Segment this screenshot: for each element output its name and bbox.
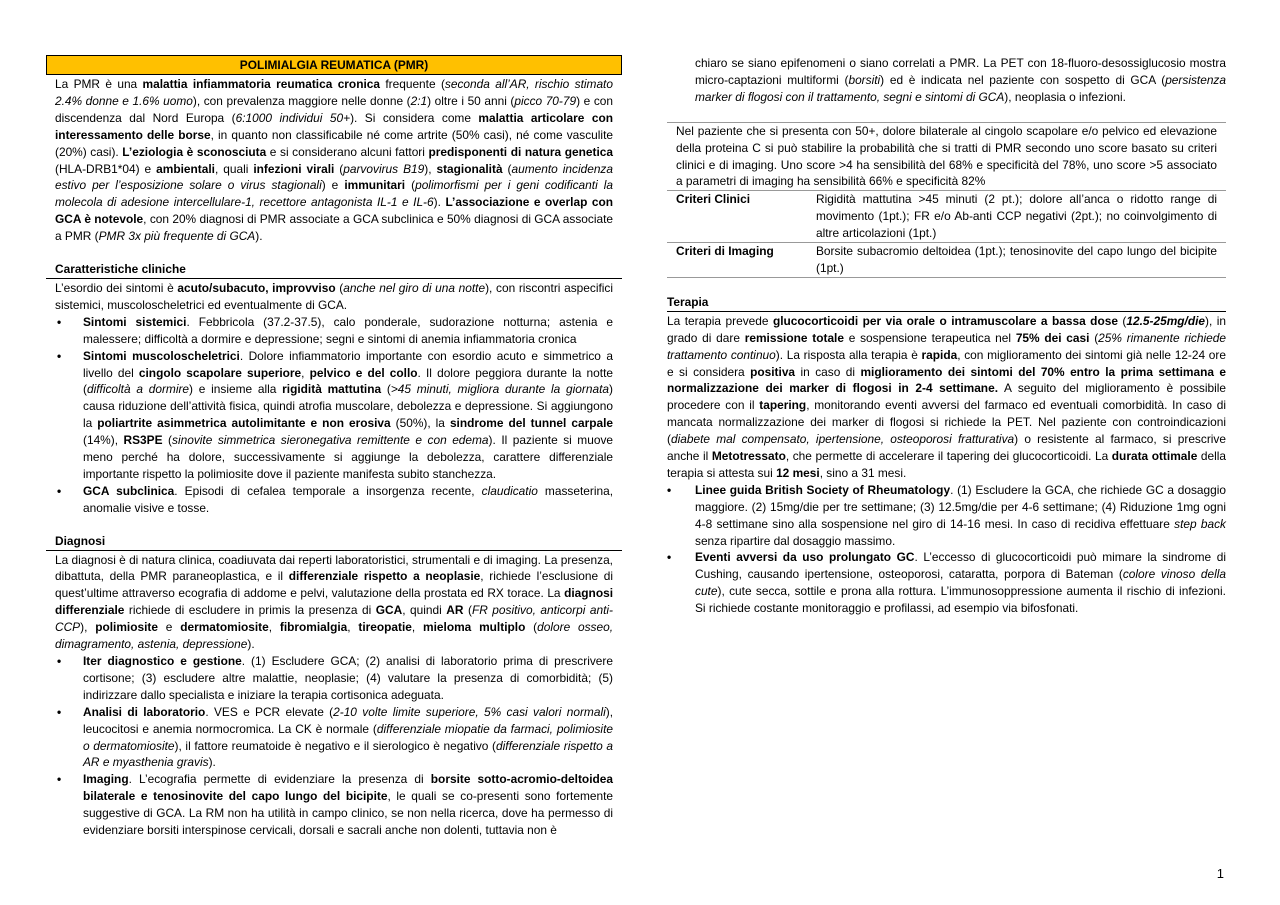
list-item: • Linee guida British Society of Rheumatology. (1) Escludere la GCA, che richiede GC a dosaggio maggiore. (2) 15mg/die per tre settimane; (3) 12.5mg/die per 4-6 settimane; (4) Riduzione 1mg ogni 4-8 settimane sino alla sospensione nel giro di 14-16 mesi. In caso di recidiva effettuare step back senza ripartire dal dosaggio massimo. [667, 482, 1226, 550]
criteria-value: Borsite subacromio deltoidea (1pt.); tenosinovite del capo lungo del bicipite (1pt.) [816, 243, 1226, 278]
criteria-label: Criteri di Imaging [667, 243, 816, 278]
criteria-box [667, 122, 1226, 191]
clinical-list [46, 314, 622, 517]
criteria-value: Rigidità mattutina >45 minuti (2 pt.); dolore all’anca o ridotto range di movimento (1pt.); FR e/o Ab-anti CCP negativi (2pt.); no coinvolgimento di altre articolazioni (1pt.) [816, 191, 1226, 243]
diagnosis-intro: La diagnosi è di natura clinica, coadiuvata dai reperti laboratoristici, strumentali e di imaging. La presenza, dibattuta, della PMR paraneoplastica, e il differenziale rispetto a neoplasie, richiede l’esclusione di quest’ultime attraverso ecografia di addome e pelvi, valutazione della prostata ed RX torace. La diagnosi differenziale richiede di escludere in primis la presenza di GCA, quindi AR (FR positivo, anticorpi anti-CCP), polimiosite e dermatomiosite, fibromialgia, tireopatie, mieloma multiplo (dolore osseo, dimagramento, astenia, depressione). [55, 552, 614, 652]
page-number: 1 [1216, 866, 1224, 881]
therapy-intro: La terapia prevede glucocorticoidi per via orale o intramuscolare a bassa dose (12.5-25mg/die), in grado di dare remissione totale e sospensione terapeutica nel 75% dei casi (25% rimanente richiede trattamento continuo). La risposta alla terapia è rapida, con miglioramento dei sintomi già nelle 12-24 ore e si considera positiva in caso di miglioramento dei sintomi del 70% entro la prima settimana e normalizzazione dei marker di flogosi in 2-4 settimane. A seguito del miglioramento è possibile procedere con il tapering, monitorando eventi avversi del farmaco ed eventuali comorbidità. In caso di mancata normalizzazione dei marker di flogosi si richiede la PET. Nel paziente con controindicazioni (diabete mal compensato, ipertensione, osteoporosi fratturativa) o resistente al farmaco, si prescrive anche il Metotressato, che permette di accelerare il tapering dei glucocorticoidi. La durata ottimale della terapia si attesta sui 12 mesi, sino a 31 mesi. [667, 313, 1227, 480]
criteria-label: Criteri Clinici [667, 191, 816, 243]
therapy-list [667, 482, 1226, 617]
criteria-intro: Nel paziente che si presenta con 50+, dolore bilaterale al cingolo scapolare e/o pelvico ed elevazione della proteina C si può stabilire la probabilità che si tratti di PMR secondo uno score basato su criteri clinici e di imaging. Uno score >4 ha sensibilità del 68% e specificità del 78%, uno score >5 associato a parametri di imaging ha sensibilità 66% e specificità 82% [676, 123, 1217, 189]
list-item: • Sintomi sistemici. Febbricola (37.2-37.5), calo ponderale, sudorazione notturna; astenia e malessere; difficoltà a dormire e depressione; segni e sintomi di anemia infiammatoria cronica [46, 314, 622, 348]
list-item: • Sintomi muscoloscheletrici. Dolore infiammatorio importante con esordio acuto e simmetrico a livello del cingolo scapolare superiore, pelvico e del collo. Il dolore peggiora durante la notte (difficoltà a dormire) e insieme alla rigidità mattutina (>45 minuti, migliora durante la giornata) causa riduzione dell’attività fisica, quindi atrofia muscolare, debolezza e depressione. Si aggiungono la poliartrite asimmetrica autolimitante e non erosiva (50%), la sindrome del tunnel carpale (14%), RS3PE (sinovite simmetrica sieronegativa remittente e con edema). Il paziente si muove meno perché ha dolore, successivamente si aggiunge la debolezza, carattere differenziale importante rispetto la polimiosite dove il paziente manifesta subito stanchezza. [46, 348, 622, 483]
section-heading-diagnosis: Diagnosi [46, 533, 622, 551]
document-title: POLIMIALGIA REUMATICA (PMR) [46, 55, 622, 75]
imaging-continuation: chiaro se siano epifenomeni o siano correlati a PMR. La PET con 18-fluoro-desossiglucosio mostra micro-captazioni multiformi (borsiti) ed è indicata nel paziente con sospetto di GCA (persistenza marker di flogosi con il trattamento, segni e sintomi di GCA), neoplasia o infezioni. [695, 56, 1226, 104]
section-heading-clinical: Caratteristiche cliniche [46, 261, 622, 279]
clinical-intro: L’esordio dei sintomi è acuto/subacuto, improvviso (anche nel giro di una notte), con riscontri aspecifici sistemici, muscoloscheletrici ed eventualmente di GCA. [55, 280, 613, 312]
section-heading-therapy: Terapia [667, 294, 1226, 312]
table-row [667, 191, 1226, 243]
list-item: • Imaging. L’ecografia permette di evidenziare la presenza di borsite sotto-acromio-deltoidea bilaterale e tenosinovite del capo lungo del bicipite, le quali se co-presenti sono fortemente suggestive di GCA. La RM non ha utilità in campo clinico, se non nella ricerca, dove ha permesso di evidenziare borsiti interspinose cervicali, dorsali e sacrali anche non dolenti, tuttavia non è [46, 771, 622, 839]
list-item: • GCA subclinica. Episodi di cefalea temporale a insorgenza recente, claudicatio masseterina, anomalie visive e tosse. [46, 483, 622, 517]
list-item: • Eventi avversi da uso prolungato GC. L’eccesso di glucocorticoidi può mimare la sindrome di Cushing, causando ipertensione, osteoporosi, cataratta, porpora di Bateman (colore vinoso della cute), cute secca, sottile e prona alla rottura. L’immunosoppressione aumenta il rischio di infezioni. Si richiede costante monitoraggio e profilassi, ad esempio via bifosfonati. [667, 549, 1226, 617]
table-row [667, 243, 1226, 278]
intro-paragraph: La PMR è una malattia infiammatoria reumatica cronica frequente (seconda all’AR, rischio stimato 2.4% donne e 1.6% uomo), con prevalenza maggiore nelle donne (2:1) oltre i 50 anni (picco 70-79) e con discendenza dal Nord Europa (6:1000 individui 50+). Si considera come malattia articolare con interessamento delle borse, in quanto non classificabile né come artrite (50% casi), né come vasculite (20%) casi). L’eziologia è sconosciuta e si considerano alcuni fattori predisponenti di natura genetica (HLA-DRB1*04) e ambientali, quali infezioni virali (parvovirus B19), stagionalità (aumento incidenza estivo per l’esposizione solare o virus stagionali) e immunitari (polimorfismi per i geni codificanti la molecola di adesione intercellulare-1, recettore antagonista IL-1 e IL-6). L’associazione e overlap con GCA è notevole, con 20% diagnosi di PMR associate a GCA subclinica e 50% diagnosi di GCA associate a PMR (PMR 3x più frequente di GCA). [55, 77, 614, 244]
list-item: • Analisi di laboratorio. VES e PCR elevate (2-10 volte limite superiore, 5% casi valori normali), leucocitosi e anemia normocromica. La CK è normale (differenziale miopatie da farmaci, polimiosite o dermatomiosite), il fattore reumatoide è negativo e il sierologico è negativo (differenziale rispetto a AR e myasthenia gravis). [46, 704, 622, 772]
criteria-table [667, 190, 1226, 278]
list-item: • Iter diagnostico e gestione. (1) Escludere GCA; (2) analisi di laboratorio prima di prescrivere cortisone; (3) escludere altre malattie, neoplasie; (4) valutare la presenza di comorbidità; (5) indirizzare dallo specialista e iniziare la terapia cortisonica adeguata. [46, 653, 622, 704]
left-column [46, 55, 622, 839]
right-column [667, 55, 1226, 617]
diagnosis-list [46, 653, 622, 839]
